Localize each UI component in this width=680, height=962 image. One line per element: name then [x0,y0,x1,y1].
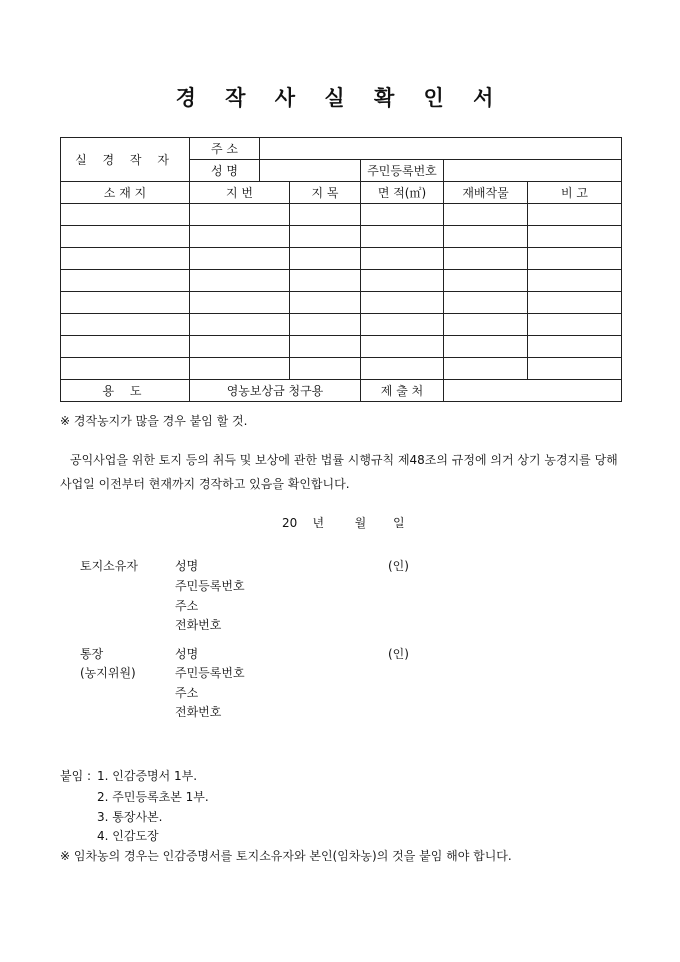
date-month-unit: 월 [354,516,367,530]
name-label: 성 명 [190,160,260,182]
date-day-unit: 일 [392,516,405,530]
date-year: 20 [282,516,298,530]
col-location: 소 재 지 [61,182,190,204]
attachment-item: 1. 인감증명서 1부. [97,769,198,783]
attachment-item: 4. 인감도장 [97,829,159,843]
rrn-field[interactable] [444,160,622,182]
col-crop: 재배작물 [444,182,528,204]
tenant-note: ※ 임차농의 경우는 인감증명서를 토지소유자와 본인(임차농)의 것을 붙임 해야 합니다. [60,849,512,863]
farmer-label: 실 경 작 자 [61,138,190,182]
chief-role: 통장 [80,647,104,661]
owner-address-label: 주소 [175,599,199,613]
submit-field[interactable] [444,380,622,402]
date-line [282,514,405,531]
chief-role-sub: (농지위원) [80,666,136,680]
table-row[interactable] [61,314,622,336]
owner-seal: (인) [388,559,409,573]
address-label: 주 소 [190,138,260,160]
col-area: 면 적(㎡) [361,182,444,204]
col-remarks: 비 고 [528,182,622,204]
chief-phone-label: 전화번호 [175,705,222,719]
attachment-item: 3. 통장사본. [97,810,163,824]
usage-value: 영농보상금 청구용 [190,380,361,402]
owner-phone-label: 전화번호 [175,618,222,632]
submit-label: 제 출 처 [361,380,444,402]
address-field[interactable] [260,138,622,160]
name-field[interactable] [260,160,361,182]
table-row[interactable] [61,336,622,358]
col-lot-number: 지 번 [190,182,290,204]
table-row[interactable] [61,270,622,292]
chief-seal: (인) [388,647,409,661]
rrn-label: 주민등록번호 [361,160,444,182]
table-row[interactable] [61,204,622,226]
column-header-row [61,182,622,204]
statement-text: 공익사업을 위한 토지 등의 취득 및 보상에 관한 법률 시행규칙 제48조의 규정에 의거 상기 농경지를 당해 사업일 이전부터 현재까지 경작하고 있음을 확인합니다. [60,453,618,491]
table-row[interactable] [61,248,622,270]
owner-role: 토지소유자 [80,559,138,573]
table-row[interactable] [61,358,622,380]
table-row[interactable] [61,292,622,314]
cultivation-table [60,137,622,402]
chief-address-label: 주소 [175,686,199,700]
attachment-item: 2. 주민등록초본 1부. [97,790,209,804]
owner-name-label: 성명 [175,559,199,573]
col-land-category: 지 목 [290,182,361,204]
page-title: 경 작 사 실 확 인 서 [175,85,505,110]
attachments-label: 붙임 : [60,769,92,783]
date-year-unit: 년 [312,516,325,530]
owner-rrn-label: 주민등록번호 [175,579,245,593]
chief-name-label: 성명 [175,647,199,661]
table-row[interactable] [61,226,622,248]
usage-label: 용 도 [61,380,190,402]
chief-rrn-label: 주민등록번호 [175,666,245,680]
attach-note: ※ 경작농지가 많을 경우 붙임 할 것. [60,414,248,428]
